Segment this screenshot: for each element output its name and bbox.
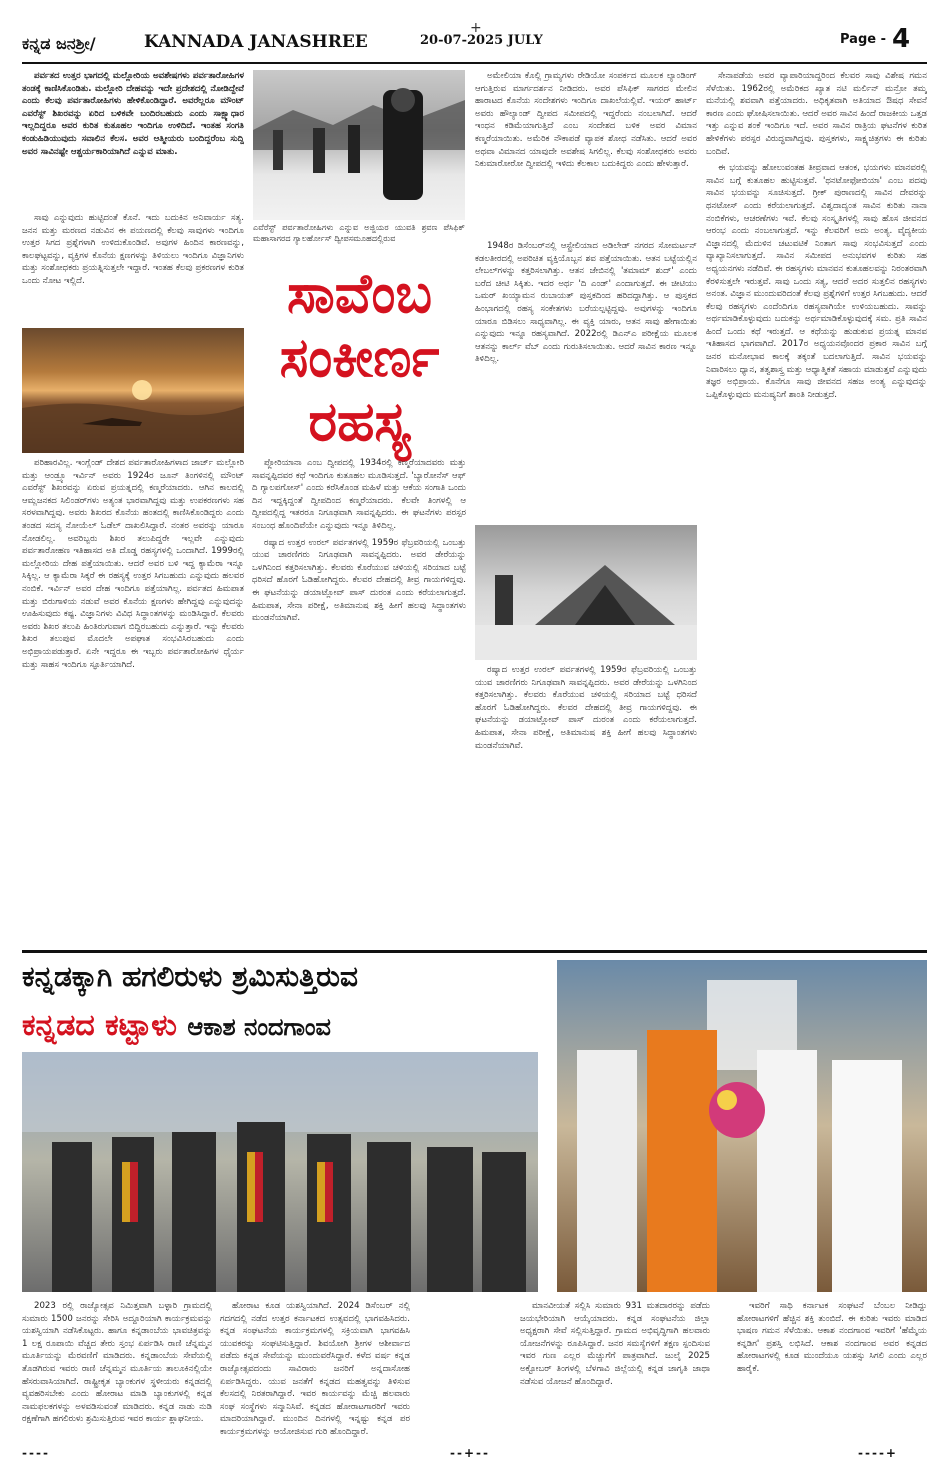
col1-top-text: ಪರ್ವತದ ಉತ್ತರ ಭಾಗದಲ್ಲಿ ಮಲ್ಲೋರಿಯ ಅವಶೇಷಗಳು ಪರ್ವತಾರೋಹಿಗಳ ತಂಡಕ್ಕೆ ಕಾಣಿಸಿಕೊಂಡಿತು. ಮಲ್ಲೋರಿ ದೇಹವನ್ನು ಇದೇ ಪ್ರದೇಶದಲ್ಲಿ ನೋಡಿದ್ದೇವೆ ಎಂದು ಕೆಲವು ಪರ್ವತಾರೋಹಿಗಳು ಹೇಳಿಕೊಂಡಿದ್ದಾರೆ. ಅವರೆಲ್ಲರೂ ಮೌಂಟ್ ಎವರೆಸ್ಟ್ ಶಿಖರವನ್ನು ಏರಿದ ಬಳಿಕವೇ ಬಂದಿರಬಹುದು ಎಂದು ಸಾಕ್ಷ್ಯಾಧಾರ ಇಲ್ಲದಿದ್ದರೂ ಅವರ ಕುರಿತ ಕುತೂಹಲ ಇಂದಿಗೂ ಉಳಿದಿದೆ. ಇಂತಹ ಸಂಗತಿ ಕಂಡುಹಿಡಿಯುವುದು ಸವಾಲಿನ ಕೆಲಸ. ಅವರ ಆತ್ಮೀಯರು ಬಂದಿದ್ದರೆಂಬ ಸುದ್ದಿ ಅವರ ಸಾವಿನಷ್ಟೇ ಆಶ್ಚರ್ಯಕಾರಿಯಾಗಿದೆ ಎನ್ನುವ ಮಾತು.	[22, 71, 244, 157]
article-col1-mid	[22, 212, 244, 324]
masthead-rule	[22, 62, 927, 64]
top-headline	[252, 262, 467, 454]
bottom-col1-text: 2023 ರಲ್ಲಿ ರಾಜ್ಯೋತ್ಸವ ನಿಮಿತ್ತವಾಗಿ ಬಳ್ಳಾರಿ ಗ್ರಾಮದಲ್ಲಿ ಸುಮಾರು 1500 ಜನರನ್ನು ಸೇರಿಸಿ ಅದ್ದೂರಿಯಾಗಿ ಕಾರ್ಯಕ್ರಮವನ್ನು ಯಶಸ್ವಿಯಾಗಿ ನಡೆಸಿಕೊಟ್ಟರು. ಹಾಗೂ ಕನ್ನಡಾಂಬೆಯ ಭಾವಚಿತ್ರವನ್ನು 1 ಲಕ್ಷ ರೂಪಾಯಿ ವೆಚ್ಚದ ತೇರು ಸ್ತಂಭ ಏರ್ಪಡಿಸಿ ರಾಣಿ ಚೆನ್ನಮ್ಮನ ಮೂರ್ತಿಯನ್ನು ಮೆರವಣಿಗೆ ಮಾಡಿದರು. ಕನ್ನಡಾಂಬೆಯ ಸೇವೆಯಲ್ಲಿ ತೊಡಗಿರುವ ಇವರು ರಾಣಿ ಚೆನ್ನಮ್ಮನ ಮೂರ್ತಿಯ ತಾಲೂಕಿನಲ್ಲಿಯೇ ಹೆಸರುವಾಸಿಯಾಗಿದೆ. ರಾಷ್ಟ್ರೀಕೃತ ಬ್ಯಾಂಕುಗಳ ಸ್ಥಳೀಯರು ಕನ್ನಡದಲ್ಲಿ ವ್ಯವಹರಿಸಬೇಕು ಎಂದು ಹೋರಾಟ ಮಾಡಿ ಬ್ಯಾಂಕುಗಳಲ್ಲಿ ಕನ್ನಡ ನಾಮಫಲಕಗಳನ್ನು ಅಳವಡಿಸುವಂತೆ ಮಾಡಿದರು. ಕನ್ನಡ ನಾಡು ನುಡಿ ರಕ್ಷಣೆಗಾಗಿ ಹಗಲಿರುಳು ಶ್ರಮಿಸುತ್ತಿರುವ ಇವರ ಕಾರ್ಯ ಶ್ಲಾಘನೀಯ.	[22, 1301, 212, 1425]
felicitation-photo-graphic	[557, 960, 927, 1292]
bottom-col1	[22, 1300, 212, 1440]
footer-left-dashes: ----	[22, 1446, 50, 1460]
article-col2-lower	[252, 457, 466, 942]
bottom-headline-line1: ಕನ್ನಡಕ್ಕಾಗಿ ಹಗಲಿರುಳು ಶ್ರಮಿಸುತ್ತಿರುವ	[22, 960, 358, 993]
page-number: 4	[892, 24, 911, 54]
footer-right-dashes: ----+	[858, 1446, 898, 1460]
expedition-photo-graphic	[253, 70, 465, 220]
page-label: Page -	[840, 32, 886, 47]
col3-lower-text: ರಷ್ಯಾದ ಉತ್ತರ ಉರಲ್ ಪರ್ವತಗಳಲ್ಲಿ 1959ರ ಫೆಬ್ರವರಿಯಲ್ಲಿ ಒಂಬತ್ತು ಯುವ ಚಾರಣಿಗರು ನಿಗೂಢವಾಗಿ ಸಾವನ್ನಪ್ಪಿದರು. ಅವರ ಡೇರೆಯನ್ನು ಒಳಗಿನಿಂದ ಕತ್ತರಿಸಲಾಗಿತ್ತು. ಕೆಲವರು ಕೊರೆಯುವ ಚಳಿಯಲ್ಲಿ ಸರಿಯಾದ ಬಟ್ಟೆ ಧರಿಸದೆ ಹೊರಗೆ ಓಡಿಹೋಗಿದ್ದರು. ಕೆಲವರ ದೇಹದಲ್ಲಿ ತೀವ್ರ ಗಾಯಗಳಿದ್ದವು. ಈ ಘಟನೆಯನ್ನು ಡಯಾಟ್ಲೋವ್ ಪಾಸ್ ದುರಂತ ಎಂದು ಕರೆಯಲಾಗುತ್ತದೆ. ಹಿಮಪಾತ, ಸೇನಾ ಪರೀಕ್ಷೆ, ಅತಿಮಾನುಷ ಶಕ್ತಿ ಹೀಗೆ ಹಲವು ಸಿದ್ಧಾಂತಗಳು ಮಂಡನೆಯಾಗಿವೆ.	[475, 665, 697, 751]
bottom-col4	[737, 1300, 927, 1440]
col3-bottom-text: ರಷ್ಯಾದ ಉತ್ತರ ಉರಲ್ ಪರ್ವತಗಳಲ್ಲಿ 1959ರ ಫೆಬ್ರವರಿಯಲ್ಲಿ ಒಂಬತ್ತು ಯುವ ಚಾರಣಿಗರು ನಿಗೂಢವಾಗಿ ಸಾವನ್ನಪ್ಪಿದರು. ಅವರ ಡೇರೆಯನ್ನು ಒಳಗಿನಿಂದ ಕತ್ತರಿಸಲಾಗಿತ್ತು. ಕೆಲವರು ಕೊರೆಯುವ ಚಳಿಯಲ್ಲಿ ಸರಿಯಾದ ಬಟ್ಟೆ ಧರಿಸದೆ ಹೊರಗೆ ಓಡಿಹೋಗಿದ್ದರು. ಕೆಲವರ ದೇಹದಲ್ಲಿ ತೀವ್ರ ಗಾಯಗಳಿದ್ದವು. ಈ ಘಟನೆಯನ್ನು ಡಯಾಟ್ಲೋವ್ ಪಾಸ್ ದುರಂತ ಎಂದು ಕರೆಯಲಾಗುತ್ತದೆ. ಹಿಮಪಾತ, ಸೇನಾ ಪರೀಕ್ಷೆ, ಅತಿಮಾನುಷ ಶಕ್ತಿ ಹೀಗೆ ಹಲವು ಸಿದ್ಧಾಂತಗಳು ಮಂಡನೆಯಾಗಿವೆ.	[252, 537, 466, 624]
headline-line-1: ಸಾವೆಂಬ	[286, 262, 433, 325]
center-crosshair-icon: +	[470, 20, 482, 36]
col4-rest-text: ಈ ಭಯವನ್ನು ಹೋಲುವಂತಹ ತೀವ್ರವಾದ ಆತಂಕ, ಭಯಗಳು ಮಾನವರಲ್ಲಿ ಸಾವಿನ ಬಗ್ಗೆ ಕುತೂಹಲ ಹುಟ್ಟಿಸುತ್ತವೆ. 'ಥನಟೋಫೋಬಿಯಾ' ಎಂಬ ಪದವು ಸಾವಿನ ಭಯವನ್ನು ಸೂಚಿಸುತ್ತದೆ. ಗ್ರೀಕ್ ಪುರಾಣದಲ್ಲಿ ಸಾವಿನ ದೇವರನ್ನು ಥನಟೋಸ್ ಎಂದು ಕರೆಯಲಾಗುತ್ತದೆ. ವಿಶ್ವದಾದ್ಯಂತ ಸಾವಿನ ಕುರಿತು ನಾನಾ ನಂಬಿಕೆಗಳು, ಆಚರಣೆಗಳು ಇವೆ. ಕೆಲವು ಸಂಸ್ಕೃತಿಗಳಲ್ಲಿ ಸಾವು ಹೊಸ ಜೀವನದ ಆರಂಭ ಎಂದು ನಂಬಲಾಗುತ್ತದೆ. ಇನ್ನು ಕೆಲವರಿಗೆ ಅದು ಅಂತ್ಯ. ವೈದ್ಯಕೀಯ ವಿಜ್ಞಾನದಲ್ಲಿ ಮೆದುಳಿನ ಚಟುವಟಿಕೆ ನಿಂತಾಗ ಸಾವು ಸಂಭವಿಸುತ್ತದೆ ಎಂದು ವ್ಯಾಖ್ಯಾನಿಸಲಾಗುತ್ತದೆ. ಸಾವಿನ ಸಮೀಪದ ಅನುಭವಗಳ ಕುರಿತು ಸಹ ಅಧ್ಯಯನಗಳು ನಡೆದಿವೆ. ಈ ರಹಸ್ಯಗಳು ಮಾನವನ ಕುತೂಹಲವನ್ನು ನಿರಂತರವಾಗಿ ಕೆರಳಿಸುತ್ತಲೇ ಇರುತ್ತವೆ. ಸಾವು ಒಂದು ಸತ್ಯ, ಆದರೆ ಅದರ ಸುತ್ತಲಿನ ರಹಸ್ಯಗಳು ಅನಂತ. ವಿಜ್ಞಾನ ಮುಂದುವರಿದಂತೆ ಕೆಲವು ಪ್ರಶ್ನೆಗಳಿಗೆ ಉತ್ತರ ಸಿಗಬಹುದು. ಆದರೆ ಕೆಲವು ರಹಸ್ಯಗಳು ಎಂದೆಂದಿಗೂ ರಹಸ್ಯವಾಗಿಯೇ ಉಳಿಯಬಹುದು. ಸಾವನ್ನು ಅರ್ಥಮಾಡಿಕೊಳ್ಳುವುದು ಬದುಕನ್ನು ಅರ್ಥಮಾಡಿಕೊಳ್ಳುವುದಕ್ಕೆ ಸಮ. ಪ್ರತಿ ಸಾವಿನ ಹಿಂದೆ ಒಂದು ಕಥೆ ಇರುತ್ತದೆ. ಆ ಕಥೆಯನ್ನು ಹುಡುಕುವ ಪ್ರಯತ್ನ ಮಾನವ ಇತಿಹಾಸದ ಭಾಗವಾಗಿದೆ. 2017ರ ಅಧ್ಯಯನವೊಂದರ ಪ್ರಕಾರ ಸಾವಿನ ಬಗ್ಗೆ ಜನರ ಮನೋಭಾವ ಕಾಲಕ್ಕೆ ತಕ್ಕಂತೆ ಬದಲಾಗುತ್ತಿದೆ. ಸಾವಿನ ಭಯವನ್ನು ನಿವಾರಿಸಲು ಧ್ಯಾನ, ತತ್ವಶಾಸ್ತ್ರ ಮತ್ತು ಆಧ್ಯಾತ್ಮಿಕತೆ ಸಹಾಯ ಮಾಡುತ್ತವೆ ಎನ್ನುವುದು ತಜ್ಞರ ಅಭಿಪ್ರಾಯ. ಕೊನೆಗೂ ಸಾವು ಜೀವನದ ಸಹಜ ಅಂತ್ಯ ಎನ್ನುವುದನ್ನು ಒಪ್ಪಿಕೊಳ್ಳುವುದು ಮನುಷ್ಯನಿಗೆ ಶಾಂತಿ ನೀಡುತ್ತದೆ.	[706, 163, 927, 400]
expedition-photo-caption	[253, 222, 465, 246]
article-col4	[706, 70, 927, 940]
beach-photo-graphic	[22, 328, 244, 453]
beach-sunset-photo	[22, 328, 244, 453]
col2-bottom-text: ಪ್ಲೋರಿಯಾನಾ ಎಂಬ ದ್ವೀಪದಲ್ಲಿ 1934ರಲ್ಲಿ ಕಣ್ಮರೆಯಾದವರು ಮತ್ತು ಸಾವನ್ನಪ್ಪಿದವರ ಕಥೆ ಇಂದಿಗೂ ಕುತೂಹಲ ಮೂಡಿಸುತ್ತದೆ. 'ಬ್ಯಾರೋನೆಸ್ ಆಫ್ ದಿ ಗ್ಯಾಲಪಗೋಸ್' ಎಂದು ಕರೆಸಿಕೊಂಡ ಮಹಿಳೆ ಮತ್ತು ಆಕೆಯ ಸಂಗಾತಿ ಒಂದು ದಿನ ಇದ್ದಕ್ಕಿದ್ದಂತೆ ದ್ವೀಪದಿಂದ ಕಣ್ಮರೆಯಾದರು. ಕೆಲವೇ ತಿಂಗಳಲ್ಲಿ ಆ ದ್ವೀಪದಲ್ಲಿದ್ದ ಇತರರೂ ನಿಗೂಢವಾಗಿ ಸಾವನ್ನಪ್ಪಿದರು. ಈ ಘಟನೆಗಳು ಪರಸ್ಪರ ಸಂಬಂಧ ಹೊಂದಿವೆಯೇ ಎನ್ನುವುದು ಇನ್ನೂ ತಿಳಿದಿಲ್ಲ.	[252, 458, 466, 531]
col4-top-text: ಸೇನಾಪಡೆಯ ಅವರ ವ್ಯಾಪಾರಿಯಾದ್ದರಿಂದ ಕೆಲವರ ಸಾವು ವಿಶೇಷ ಗಮನ ಸೆಳೆಯಿತು. 1962ರಲ್ಲಿ ಅಮೆರಿಕದ ಖ್ಯಾತ ನಟಿ ಮರ್ಲಿನ್ ಮನ್ರೋ ತಮ್ಮ ಮನೆಯಲ್ಲಿ ಶವವಾಗಿ ಪತ್ತೆಯಾದರು. ಅಧಿಕೃತವಾಗಿ ಅತಿಯಾದ ಔಷಧ ಸೇವನೆ ಕಾರಣ ಎಂದು ಘೋಷಿಸಲಾಯಿತು. ಆದರೆ ಅವರ ಸಾವಿನ ಹಿಂದೆ ರಾಜಕೀಯ ಒತ್ತಡ ಇತ್ತು ಎನ್ನುವ ಶಂಕೆ ಇಂದಿಗೂ ಇದೆ. ಅವರ ಸಾವಿನ ರಾತ್ರಿಯ ಘಟನೆಗಳ ಕುರಿತ ಹೇಳಿಕೆಗಳು ಪರಸ್ಪರ ವಿರುದ್ಧವಾಗಿದ್ದವು. ಪುಸ್ತಕಗಳು, ಸಾಕ್ಷ್ಯಚಿತ್ರಗಳು ಈ ಕುರಿತು ಬಂದಿವೆ.	[706, 71, 927, 157]
issue-date: 20-07-2025 JULY	[420, 33, 543, 48]
bottom-headline-line2	[22, 1008, 557, 1043]
bottom-headline-name: ಆಕಾಶ ನಂದಗಾಂವ	[187, 1013, 331, 1041]
bottom-col4-text: ಇವರಿಗೆ ಸಾಥಿ ಕರ್ನಾಟಕ ಸಂಘಟನೆ ಬೆಂಬಲ ನೀಡಿದ್ದು ಹೋರಾಟಗಳಿಗೆ ಹೆಚ್ಚಿನ ಶಕ್ತಿ ತುಂಬಿದೆ. ಈ ಕುರಿತು ಇವರು ಮಾಡಿದ ಭಾಷಣ ಗಮನ ಸೆಳೆಯಿತು. ಆಕಾಶ ನಂದಗಾಂವ ಇವರಿಗೆ 'ಹೆಮ್ಮೆಯ ಕನ್ನಡಿಗ' ಪ್ರಶಸ್ತಿ ಲಭಿಸಿದೆ. ಆಕಾಶ ನಂದಗಾಂವ ಅವರ ಕನ್ನಡದ ಹೋರಾಟಗಳಲ್ಲಿ ಕೂಡ ಮುಂದೆಯೂ ಯಶಸ್ಸು ಸಿಗಲಿ ಎಂದು ಎಲ್ಲರ ಹಾರೈಕೆ.	[737, 1301, 927, 1374]
col1-mid-text: ಸಾವು ಎನ್ನುವುದು ಹುಟ್ಟಿದಂತೆ ಕೊನೆ. ಇದು ಬದುಕಿನ ಅನಿವಾರ್ಯ ಸತ್ಯ. ಜನನ ಮತ್ತು ಮರಣದ ನಡುವಿನ ಈ ಪಯಣದಲ್ಲಿ ಕೆಲವು ಸಾವುಗಳು ಇಂದಿಗೂ ಉತ್ತರ ಸಿಗದ ಪ್ರಶ್ನೆಗಳಾಗಿ ಉಳಿದುಕೊಂಡಿವೆ. ಅವುಗಳ ಹಿಂದಿನ ಕಾರಣವನ್ನು, ಕಾಲಘಟ್ಟವನ್ನು, ವ್ಯಕ್ತಿಗಳ ಕೊನೆಯ ಕ್ಷಣಗಳನ್ನು ತಿಳಿಯಲು ಇಂದಿಗೂ ವಿಜ್ಞಾನಿಗಳು ಮತ್ತು ಸಂಶೋಧಕರು ಪ್ರಯತ್ನಿಸುತ್ತಲೇ ಇದ್ದಾರೆ. ಇಂತಹ ಕೆಲವು ಪ್ರಕರಣಗಳ ಕುರಿತ ಒಂದು ನೋಟ ಇಲ್ಲಿದೆ.	[22, 213, 244, 286]
rally-group-photo	[22, 1052, 538, 1292]
bottom-col2-text: ಹೋರಾಟ ಕೂಡ ಯಶಸ್ವಿಯಾಗಿದೆ. 2024 ಡಿಸೆಂಬರ್ ನಲ್ಲಿ ಗದಗದಲ್ಲಿ ನಡೆದ ಉತ್ತರ ಕರ್ನಾಟಕದ ಉತ್ಸವದಲ್ಲಿ ಭಾಗವಹಿಸಿದರು. ಕನ್ನಡ ಸಂಘಟನೆಯ ಕಾರ್ಯಕ್ರಮಗಳಲ್ಲಿ ಸಕ್ರಿಯವಾಗಿ ಭಾಗವಹಿಸಿ ಯುವಕರನ್ನು ಸಂಘಟಿಸುತ್ತಿದ್ದಾರೆ. ಶಿವಯೋಗಿ ಶ್ರೀಗಳ ಆಶೀರ್ವಾದ ಪಡೆದು ಕನ್ನಡ ಸೇವೆಯನ್ನು ಮುಂದುವರೆಸಿದ್ದಾರೆ. ಕಳೆದ ವರ್ಷ ಕನ್ನಡ ರಾಜ್ಯೋತ್ಸವದಂದು ಸಾವಿರಾರು ಜನರಿಗೆ ಅನ್ನದಾಸೋಹ ಏರ್ಪಡಿಸಿದ್ದರು. ಯುವ ಜನತೆಗೆ ಕನ್ನಡದ ಮಹತ್ವವನ್ನು ತಿಳಿಸುವ ಕೆಲಸದಲ್ಲಿ ನಿರತರಾಗಿದ್ದಾರೆ. ಇವರ ಕಾರ್ಯವನ್ನು ಮೆಚ್ಚಿ ಹಲವಾರು ಸಂಘ ಸಂಸ್ಥೆಗಳು ಸನ್ಮಾನಿಸಿವೆ. ಕನ್ನಡದ ಹೋರಾಟಗಾರರಿಗೆ ಇವರು ಮಾದರಿಯಾಗಿದ್ದಾರೆ. ಮುಂದಿನ ದಿನಗಳಲ್ಲಿ ಇನ್ನಷ್ಟು ಕನ್ನಡ ಪರ ಕಾರ್ಯಕ್ರಮಗಳನ್ನು ಆಯೋಜಿಸುವ ಗುರಿ ಹೊಂದಿದ್ದಾರೆ.	[220, 1301, 410, 1437]
col2-top-text: ಪರಿಹಾರವಿಲ್ಲ. ಇಂಗ್ಲೆಂಡ್ ದೇಶದ ಪರ್ವತಾರೋಹಿಗಳಾದ ಜಾರ್ಜ್ ಮಲ್ಲೋರಿ ಮತ್ತು ಆಂಡ್ರ್ಯೂ ಇರ್ವಿನ್ ಅವರು 1924ರ ಜೂನ್ ತಿಂಗಳಿನಲ್ಲಿ ಮೌಂಟ್ ಎವರೆಸ್ಟ್ ಶಿಖರವನ್ನು ಏರುವ ಪ್ರಯತ್ನದಲ್ಲಿ ಕಣ್ಮರೆಯಾದರು. ಆಗಿನ ಕಾಲದಲ್ಲಿ ಆಮ್ಲಜನಕದ ಸಿಲಿಂಡರ್‌ಗಳು ಅತ್ಯಂತ ಭಾರವಾಗಿದ್ದವು ಮತ್ತು ಉಪಕರಣಗಳು ಸಹ ಸರಳವಾಗಿದ್ದವು. ಅವರು ಶಿಖರದ ಕೊನೆಯ ಹಂತದಲ್ಲಿ ಕಾಣಿಸಿಕೊಂಡಿದ್ದರು ಎಂದು ತಂಡದ ಸದಸ್ಯ ನೋಯೆಲ್ ಓಡೆಲ್ ದಾಖಲಿಸಿದ್ದಾರೆ. ನಂತರ ಅವರನ್ನು ಯಾರೂ ನೋಡಲಿಲ್ಲ. ಅವರಿಬ್ಬರು ಶಿಖರ ತಲುಪಿದ್ದರೇ ಇಲ್ಲವೇ ಎನ್ನುವುದು ಪರ್ವತಾರೋಹಣ ಇತಿಹಾಸದ ಅತಿ ದೊಡ್ಡ ರಹಸ್ಯಗಳಲ್ಲಿ ಒಂದಾಗಿದೆ. 1999ರಲ್ಲಿ ಮಲ್ಲೋರಿಯ ದೇಹ ಪತ್ತೆಯಾಯಿತು. ಆದರೆ ಅವರ ಬಳಿ ಇದ್ದ ಕ್ಯಾಮೆರಾ ಇನ್ನೂ ಸಿಕ್ಕಿಲ್ಲ. ಆ ಕ್ಯಾಮೆರಾ ಸಿಕ್ಕರೆ ಈ ರಹಸ್ಯಕ್ಕೆ ಉತ್ತರ ಸಿಗಬಹುದು ಎನ್ನುವುದು ಹಲವರ ನಂಬಿಕೆ. ಇರ್ವಿನ್ ಅವರ ದೇಹ ಇಂದಿಗೂ ಪತ್ತೆಯಾಗಿಲ್ಲ. ಪರ್ವತದ ಹಿಮಪಾತ ಮತ್ತು ಬಿರುಗಾಳಿಯ ನಡುವೆ ಅವರ ಕೊನೆಯ ಕ್ಷಣಗಳು ಹೇಗಿದ್ದವು ಎನ್ನುವುದನ್ನು ಊಹಿಸುವುದು ಕಷ್ಟ. ವಿಜ್ಞಾನಿಗಳು ವಿವಿಧ ಸಿದ್ಧಾಂತಗಳನ್ನು ಮಂಡಿಸಿದ್ದಾರೆ. ಕೆಲವರು ಅವರು ಶಿಖರ ತಲುಪಿ ಹಿಂತಿರುಗುವಾಗ ಬಿದ್ದಿರಬಹುದು ಎನ್ನುತ್ತಾರೆ. ಇನ್ನು ಕೆಲವರು ಶಿಖರ ತಲುಪುವ ಮೊದಲೇ ಅಪಘಾತ ಸಂಭವಿಸಿರಬಹುದು ಎಂದು ಅಭಿಪ್ರಾಯಪಡುತ್ತಾರೆ. ಏನೇ ಇದ್ದರೂ ಈ ಇಬ್ಬರು ಪರ್ವತಾರೋಹಿಗಳ ಧೈರ್ಯ ಮತ್ತು ಸಾಹಸ ಇಂದಿಗೂ ಸ್ಫೂರ್ತಿಯಾಗಿದೆ.	[22, 458, 244, 670]
footer-center-dashes: --+--	[450, 1446, 490, 1460]
tent-photo-graphic	[475, 525, 697, 660]
col3-mid-text: 1948ರ ಡಿಸೆಂಬರ್‌ನಲ್ಲಿ ಆಸ್ಟ್ರೇಲಿಯಾದ ಅಡಿಲೇಡ್ ನಗರದ ಸೋಮರ್ಟನ್ ಕಡಲತೀರದಲ್ಲಿ ಅಪರಿಚಿತ ವ್ಯಕ್ತಿಯೊಬ್ಬನ ಶವ ಪತ್ತೆಯಾಯಿತು. ಆತನ ಬಟ್ಟೆಯಲ್ಲಿನ ಲೇಬಲ್‌ಗಳನ್ನು ಕತ್ತರಿಸಲಾಗಿತ್ತು. ಆತನ ಜೇಬಿನಲ್ಲಿ 'ತಮಾಮ್ ಶುದ್' ಎಂದು ಬರೆದ ಚೀಟಿ ಸಿಕ್ಕಿತು. ಇದರ ಅರ್ಥ 'ದಿ ಎಂಡ್' ಎಂದಾಗುತ್ತದೆ. ಈ ಚೀಟಿಯು ಒಮರ್ ಖಯ್ಯಾಮನ ರುಬಾಯತ್ ಪುಸ್ತಕದಿಂದ ಹರಿದದ್ದಾಗಿತ್ತು. ಆ ಪುಸ್ತಕದ ಹಿಂಭಾಗದಲ್ಲಿ ರಹಸ್ಯ ಸಂಕೇತಗಳು ಬರೆಯಲ್ಪಟ್ಟಿದ್ದವು. ಅವುಗಳನ್ನು ಇಂದಿಗೂ ಯಾರೂ ಬಿಡಿಸಲು ಸಾಧ್ಯವಾಗಿಲ್ಲ. ಈ ವ್ಯಕ್ತಿ ಯಾರು, ಆತನ ಸಾವು ಹೇಗಾಯಿತು ಎನ್ನುವುದು ಇನ್ನೂ ರಹಸ್ಯವಾಗಿದೆ. 2022ರಲ್ಲಿ ಡಿಎನ್‌ಎ ಪರೀಕ್ಷೆಯ ಮೂಲಕ ಆತನನ್ನು ಕಾರ್ಲ್ ವೆಬ್ ಎಂದು ಗುರುತಿಸಲಾಯಿತು. ಆದರೆ ಸಾವಿನ ಕಾರಣ ಇನ್ನೂ ತಿಳಿದಿಲ್ಲ.	[475, 241, 697, 365]
section-divider	[22, 950, 927, 953]
col3-top-text: ಅಮೇಲಿಯಾ ಕೊಲ್ಲಿ ಗ್ರಾಮ್ಯಗಳು ರೇಡಿಯೋ ಸಂಪರ್ಕದ ಮೂಲಕ ಲ್ಯಾಂಡಿಂಗ್ ಆಗುತ್ತಿರುವ ಮಾರ್ಗದರ್ಶನ ನೀಡಿದರು. ಅವರ ಪೆಸಿಫಿಕ್ ಸಾಗರದ ಮೇಲಿನ ಹಾರಾಟದ ಕೊನೆಯ ಸಂದೇಶಗಳು ಇಂದಿಗೂ ದಾಖಲೆಯಲ್ಲಿವೆ. ಇಯರ್ ಹಾರ್ಟ್ ಅವರು ಹೌಲ್ಯಾಂಡ್ ದ್ವೀಪದ ಸಮೀಪದಲ್ಲಿ ಇದ್ದರೆಂದು ನಂಬಲಾಗಿದೆ. ಆದರೆ ಇಂಧನ ಕಡಿಮೆಯಾಗುತ್ತಿದೆ ಎಂಬ ಸಂದೇಶದ ಬಳಿಕ ಅವರ ವಿಮಾನ ಕಣ್ಮರೆಯಾಯಿತು. ಅಮೆರಿಕ ನೌಕಾಪಡೆ ವ್ಯಾಪಕ ಶೋಧ ನಡೆಸಿತು. ಆದರೆ ಅವರ ಅಥವಾ ವಿಮಾನದ ಯಾವುದೇ ಅವಶೇಷ ಸಿಗಲಿಲ್ಲ. ಕೆಲವು ಸಂಶೋಧಕರು ಅವರು ನಿಕುಮಾರೋರೋ ದ್ವೀಪದಲ್ಲಿ ಇಳಿದು ಕೆಲಕಾಲ ಬದುಕಿದ್ದರು ಎಂದು ಹೇಳುತ್ತಾರೆ.	[475, 71, 697, 170]
bottom-headline-red: ಕನ್ನಡದ ಕಟ್ಟಾಳು	[22, 1008, 177, 1043]
felicitation-photo	[557, 960, 927, 1292]
article-col1-lower	[22, 457, 244, 942]
bottom-col3-text: ಮಾನವೀಯತೆ ಸಲ್ಲಿಸಿ ಸುಮಾರು 931 ಮತದಾರರನ್ನು ಪಡೆದು ಜಯಭೇರಿಯಾಗಿ ಆಯ್ಕೆಯಾದರು. ಕನ್ನಡ ಸಂಘಟನೆಯ ಜಿಲ್ಲಾ ಅಧ್ಯಕ್ಷರಾಗಿ ಸೇವೆ ಸಲ್ಲಿಸುತ್ತಿದ್ದಾರೆ. ಗ್ರಾಮದ ಅಭಿವೃದ್ಧಿಗಾಗಿ ಹಲವಾರು ಯೋಜನೆಗಳನ್ನು ರೂಪಿಸಿದ್ದಾರೆ. ಜನರ ಸಮಸ್ಯೆಗಳಿಗೆ ತಕ್ಷಣ ಸ್ಪಂದಿಸುವ ಇವರ ಗುಣ ಎಲ್ಲರ ಮೆಚ್ಚುಗೆಗೆ ಪಾತ್ರವಾಗಿದೆ. ಜುಲೈ 2025 ಅಕ್ಟೋಬರ್ ತಿಂಗಳಲ್ಲಿ ಬೆಳಗಾವಿ ಜಿಲ್ಲೆಯಲ್ಲಿ ಕನ್ನಡ ಜಾಗೃತಿ ಜಾಥಾ ನಡೆಸುವ ಯೋಜನೆ ಹೊಂದಿದ್ದಾರೆ.	[520, 1301, 710, 1387]
tent-snow-photo	[475, 525, 697, 660]
headline-line-2: ಸಂಕೀರ್ಣ	[279, 326, 440, 389]
rally-photo-graphic	[22, 1052, 538, 1292]
article-col3-lower	[475, 664, 697, 942]
bottom-col3	[520, 1300, 710, 1440]
photo1-caption-text: ಎವೆರೆಸ್ಟ್ ಪರ್ವತಾರೋಹಿಗಳು ಎನ್ನುವ ಅಜ್ಜಿಯರ ಯುವತಿ ಶ್ರವಣ ಪೆಸಿಫಿಕ್ ಮಹಾಸಾಗರದ ಗ್ಯಾಲರ್ಹೋಸ್ ದ್ವೀಪಸಮೂಹದಲ್ಲಿರುವ	[253, 222, 465, 243]
expedition-photo	[253, 70, 465, 220]
headline-line-3: ರಹಸ್ಯ	[308, 390, 411, 453]
kannada-title: ಕನ್ನಡ ಜನಶ್ರೀ/	[22, 34, 96, 53]
article-col3-mid	[475, 240, 697, 520]
english-title: KANNADA JANASHREE	[144, 32, 368, 52]
article-col3-top	[475, 70, 697, 244]
bottom-col2	[220, 1300, 410, 1440]
